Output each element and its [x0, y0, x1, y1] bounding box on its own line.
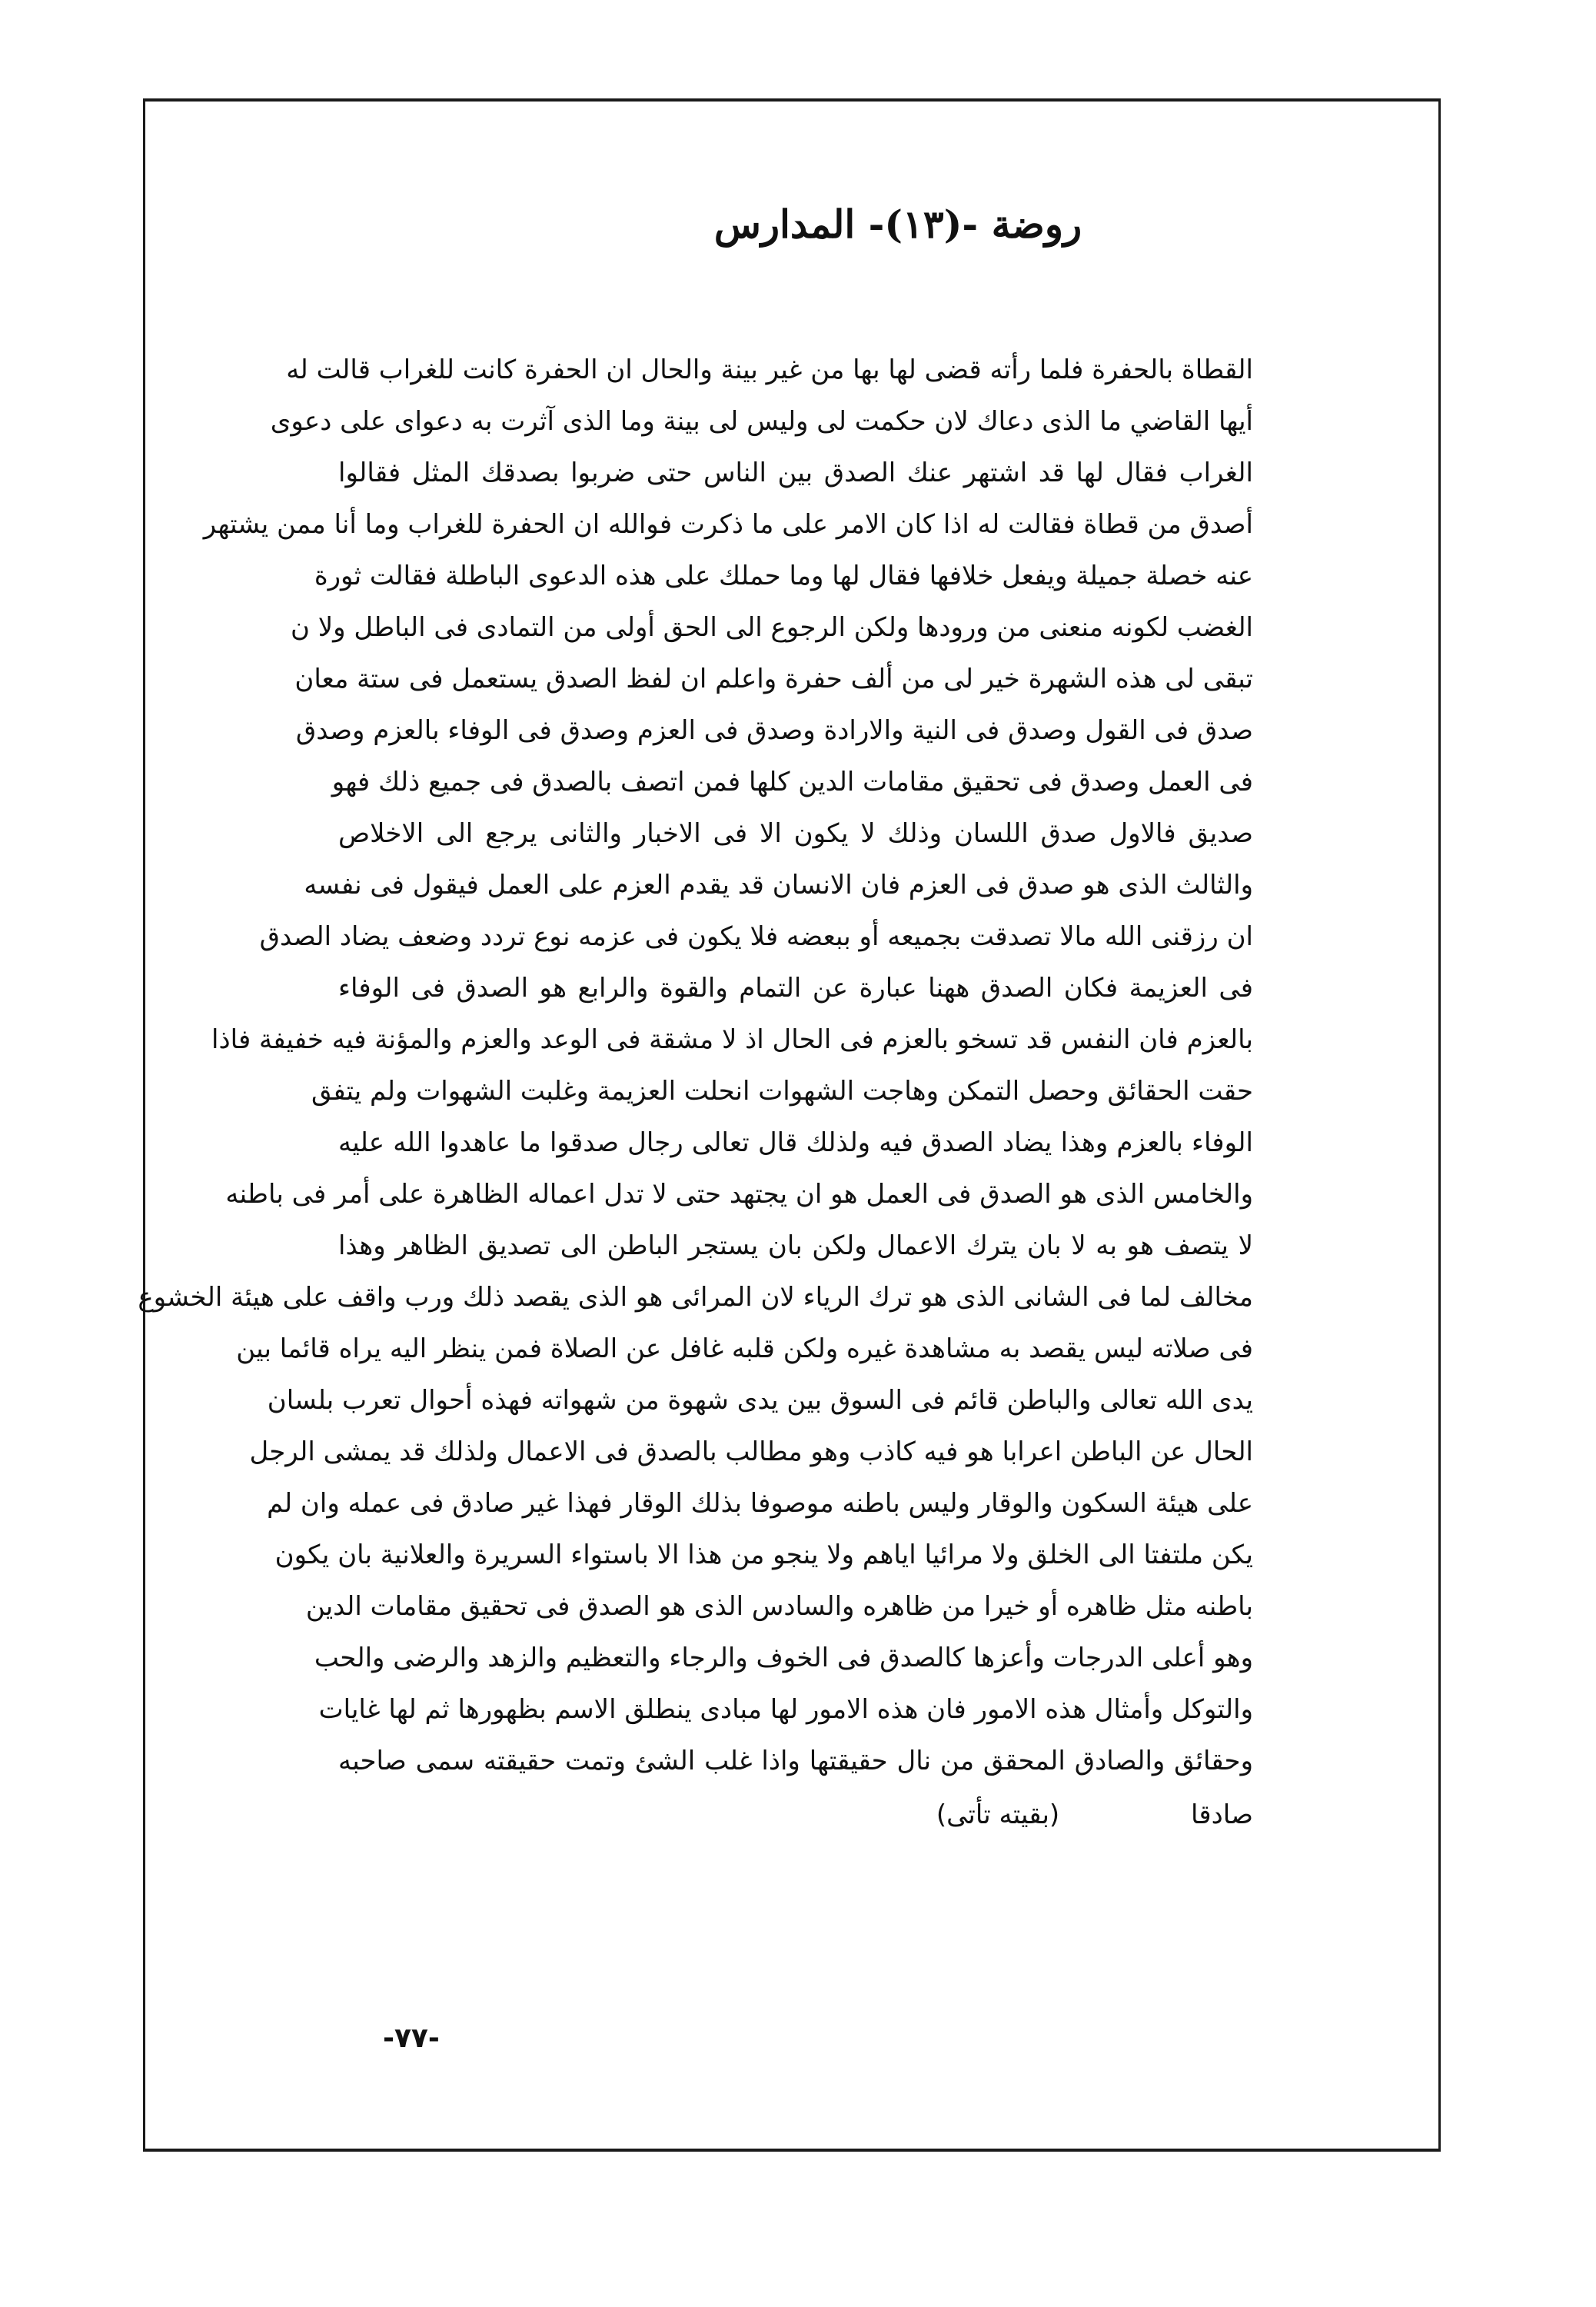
text-line: بالعزم فان النفس قد تسخو بالعزم فى الحال اذ لا مشقة فى الوعد والعزم والمؤنة فيه خفيفة فاذا [211, 1024, 1253, 1055]
final-word: صادقا [1191, 1799, 1253, 1830]
text-line: لا يتصف هو به لا بان يترك الاعمال ولكن بان يستجر الباطن الى تصديق الظاهر وهذا [338, 1230, 1253, 1261]
text-line: الحال عن الباطن اعرابا هو فيه كاذب وهو مطالب بالصدق فى الاعمال ولذلك قد يمشى الرجل [249, 1436, 1253, 1467]
text-line: وحقائق والصادق المحقق من نال حقيقتها واذا غلب الشئ وتمت حقيقته سمى صاحبه [338, 1746, 1253, 1776]
text-line: تبقى لى هذه الشهرة خير لى من ألف حفرة واعلم ان لفظ الصدق يستعمل فى ستة معان [294, 664, 1253, 694]
text-line: عنه خصلة جميلة ويفعل خلافها فقال لها وما حملك على هذه الدعوى الباطلة فقالت ثورة [314, 561, 1253, 591]
text-line: يكن ملتفتا الى الخلق ولا مرائيا اياهم ولا ينجو من هذا الا باستواء السريرة والعلانية بان يكون [274, 1540, 1253, 1570]
text-line: مخالف لما فى الشانى الذى هو ترك الرياء لان المرائى هو الذى يقصد ذلك ورب واقف على هيئة الخشوع [138, 1282, 1253, 1313]
text-line: الغراب فقال لها قد اشتهر عنك الصدق بين الناس حتى ضربوا بصدقك المثل فقالوا [338, 458, 1253, 488]
text-line: فى العمل وصدق فى تحقيق مقامات الدين كلها فمن اتصف بالصدق فى جميع ذلك فهو [331, 767, 1253, 797]
text-body [138, 345, 1253, 1843]
text-line: صديق فالاول صدق اللسان وذلك لا يكون الا فى الاخبار والثانى يرجع الى الاخلاص [338, 818, 1253, 849]
page-number: -٧٧- [383, 2022, 440, 2054]
page-header [0, 186, 1596, 263]
text-line: ان رزقنى الله مالا تصدقت بجميعه أو ببعضه فلا يكون فى عزمه نوع تردد وضعف يضاد الصدق [259, 921, 1253, 952]
running-title: روضة -(١٣)- المدارس [713, 201, 1082, 247]
text-line: القطاة بالحفرة فلما رأته قضى لها بها من غير بينة والحال ان الحفرة كانت للغراب قالت له [286, 355, 1253, 385]
text-line: يدى الله تعالى والباطن قائم فى السوق بين يدى شهوة من شهواته فهذه أحوال تعرب بلسان [267, 1385, 1253, 1416]
text-line: والتوكل وأمثال هذه الامور فان هذه الامور لها مبادى ينطلق الاسم بظهورها ثم لها غايات [318, 1694, 1253, 1725]
text-line: على هيئة السكون والوقار وليس باطنه موصوفا بذلك الوقار فهذا غير صادق فى عمله وان لم [267, 1488, 1253, 1519]
text-line: فى صلاته ليس يقصد به مشاهدة غيره ولكن قلبه غافل عن الصلاة فمن ينظر اليه يراه قائما بين [236, 1333, 1253, 1364]
text-line: أيها القاضي ما الذى دعاك لان حكمت لى وليس لى بينة وما الذى آثرت به دعواى على دعوى [270, 406, 1253, 437]
text-line: والثالث الذى هو صدق فى العزم فان الانسان قد يقدم العزم على العمل فيقول فى نفسه [304, 870, 1253, 900]
text-line: الغضب لكونه منعنى من ورودها ولكن الرجوع الى الحق أولى من التمادى فى الباطل ولا ن [290, 612, 1253, 643]
text-line: والخامس الذى هو الصدق فى العمل هو ان يجتهد حتى لا تدل اعماله الظاهرة على أمر فى باطنه [225, 1179, 1253, 1210]
text-line: أصدق من قطاة فقالت له اذا كان الامر على ما ذكرت فوالله ان الحفرة للغراب وما أنا ممن يشتهر [203, 509, 1253, 540]
text-line: وهو أعلى الدرجات وأعزها كالصدق فى الخوف والرجاء والتعظيم والزهد والرضى والحب [314, 1643, 1253, 1673]
final-line [338, 1787, 1253, 1843]
text-line: حقت الحقائق وحصل التمكن وهاجت الشهوات انحلت العزيمة وغلبت الشهوات ولم يتفق [311, 1076, 1253, 1107]
continued-note: (بقيته تأتى) [936, 1799, 1060, 1830]
text-line: باطنه مثل ظاهره أو خيرا من ظاهره والسادس الذى هو الصدق فى تحقيق مقامات الدين [305, 1591, 1253, 1622]
text-line: صدق فى القول وصدق فى النية والارادة وصدق فى العزم وصدق فى الوفاء بالعزم وصدق [295, 715, 1253, 746]
text-line: الوفاء بالعزم وهذا يضاد الصدق فيه ولذلك قال تعالى رجال صدقوا ما عاهدوا الله عليه [338, 1127, 1253, 1158]
text-line: فى العزيمة فكان الصدق ههنا عبارة عن التمام والقوة والرابع هو الصدق فى الوفاء [338, 973, 1253, 1004]
